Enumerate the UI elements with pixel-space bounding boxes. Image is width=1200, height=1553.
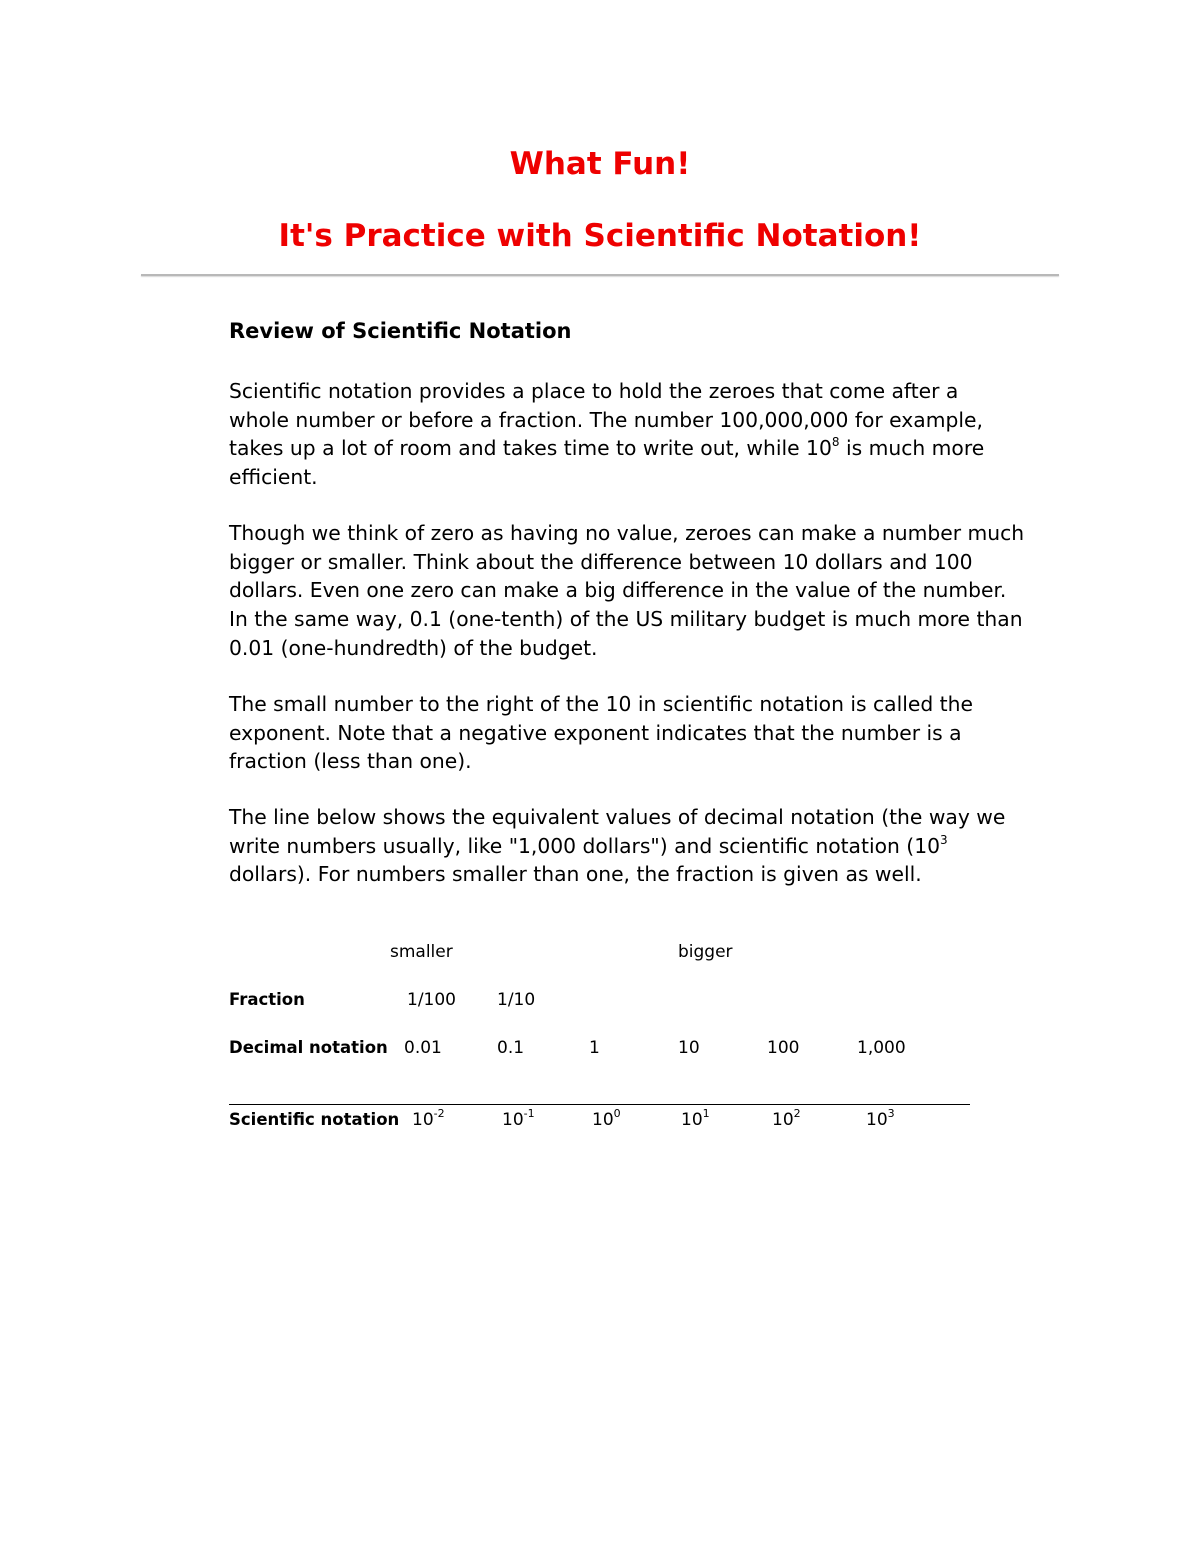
- base: 10: [681, 1110, 703, 1130]
- paragraph-line: Scientific notation provides a place to hold the zeroes that come after a: [229, 379, 959, 403]
- exponent: 2: [793, 1107, 801, 1120]
- paragraph-line: [229, 832, 989, 861]
- paragraph-line: dollars. Even one zero can make a big difference in the value of the number.: [229, 578, 1007, 603]
- base: 10: [412, 1110, 434, 1130]
- base: 10: [866, 1110, 888, 1130]
- exponent: 8: [831, 435, 840, 450]
- decimal-cell: 100: [767, 1038, 800, 1058]
- paragraph-line: dollars). For numbers smaller than one, the fraction is given as well.: [229, 862, 922, 887]
- base: 10: [592, 1110, 614, 1130]
- exponent: 1: [702, 1107, 710, 1120]
- paragraph-line: efficient.: [229, 465, 318, 490]
- paragraph-line: 0.01 (one-hundredth) of the budget.: [229, 635, 598, 660]
- text-run: is much more: [839, 436, 985, 461]
- exponent: -1: [523, 1107, 535, 1120]
- exponent: -2: [433, 1107, 445, 1120]
- paragraph-line: whole number or before a fraction. The number 100,000,000 for example,: [229, 407, 983, 432]
- exponent: 0: [613, 1107, 621, 1120]
- fraction-cell: 1/100: [407, 990, 456, 1010]
- exponent: 3: [887, 1107, 895, 1120]
- base: 10: [502, 1110, 524, 1130]
- paragraph-line: The small number to the right of the 10 in scientific notation is called the: [229, 692, 973, 716]
- paragraph-4: [229, 803, 1006, 889]
- paragraph-2: [229, 519, 1025, 663]
- decimal-cell: 10: [678, 1038, 700, 1058]
- text-run: write numbers usually, like "1,000 dollars") and scientific notation (10: [229, 833, 941, 858]
- paragraph-line: In the same way, 0.1 (one-tenth) of the US military budget is much more than: [229, 607, 1023, 632]
- text-run: takes up a lot of room and takes time to write out, while 10: [229, 436, 832, 461]
- paragraph-line: exponent. Note that a negative exponent indicates that the number is a: [229, 720, 962, 745]
- decimal-cell: 0.01: [404, 1038, 442, 1058]
- paragraph-3: [229, 690, 989, 776]
- page-title: What Fun!: [509, 146, 691, 182]
- decimal-cell: 1: [589, 1038, 600, 1058]
- paragraph-line: Though we think of zero as having no value, zeroes can make a number much: [229, 521, 1025, 545]
- scientific-cell: [681, 1107, 710, 1130]
- base: 10: [772, 1110, 794, 1130]
- fraction-row-label: Fraction: [229, 990, 305, 1009]
- scientific-cell: [772, 1107, 801, 1130]
- exponent: 3: [940, 832, 948, 847]
- decimal-cell: 0.1: [497, 1038, 525, 1058]
- scientific-row-label: Scientific notation: [229, 1110, 400, 1129]
- paragraph-line: fraction (less than one).: [229, 749, 472, 774]
- decimal-row-label: Decimal notation: [229, 1038, 388, 1057]
- paragraph-line: The line below shows the equivalent values of decimal notation (the way we: [229, 805, 1006, 829]
- section-heading: Review of Scientific Notation: [229, 319, 572, 343]
- smaller-label: smaller: [390, 942, 453, 962]
- bigger-label: bigger: [678, 942, 733, 962]
- paragraph-line: bigger or smaller. Think about the difference between 10 dollars and 100: [229, 549, 973, 574]
- scientific-cell: [412, 1107, 445, 1130]
- scientific-cell: [592, 1107, 621, 1130]
- paragraph-1: [229, 377, 989, 492]
- paragraph-line: [229, 434, 989, 463]
- scientific-cell: [502, 1107, 535, 1130]
- decimal-cell: 1,000: [857, 1038, 906, 1058]
- fraction-cell: 1/10: [497, 990, 536, 1010]
- scientific-cell: [866, 1107, 895, 1130]
- header-divider: [141, 274, 1059, 276]
- page-subtitle: It's Practice with Scientific Notation!: [278, 218, 922, 254]
- number-line: [229, 1104, 970, 1105]
